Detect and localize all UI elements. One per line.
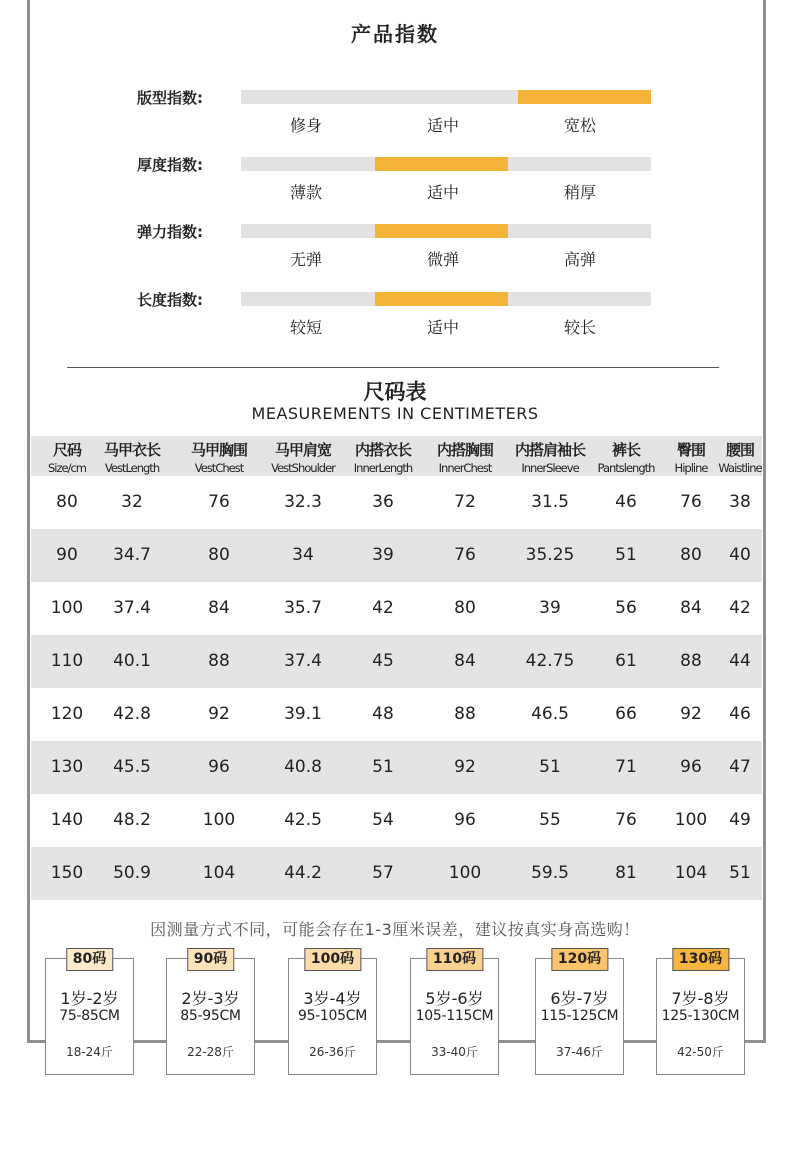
table-cell: 96 xyxy=(680,757,702,777)
table-cell: 61 xyxy=(615,651,637,671)
table-cell: 46.5 xyxy=(531,704,569,724)
header-label-en: Size/cm xyxy=(47,461,86,475)
header-label-cn: 裤长 xyxy=(611,441,640,459)
size-card xyxy=(166,951,255,1075)
header-label-en: InnerChest xyxy=(438,461,492,475)
index-option: 较短 xyxy=(289,318,322,337)
size-table-header xyxy=(31,436,762,476)
index-bar-segment xyxy=(241,292,374,306)
index-label: 厚度指数: xyxy=(137,156,203,174)
table-cell: 42 xyxy=(729,598,751,618)
table-cell: 39 xyxy=(539,598,561,618)
index-row xyxy=(0,292,790,342)
table-cell: 100 xyxy=(448,863,482,883)
size-card-age: 7岁-8岁 xyxy=(671,989,730,1008)
table-cell: 42.8 xyxy=(113,704,151,724)
table-cell: 92 xyxy=(208,704,230,724)
size-card-age: 1岁-2岁 xyxy=(60,989,119,1008)
table-cell: 31.5 xyxy=(531,492,569,512)
table-cell: 100 xyxy=(50,598,84,618)
table-header-cell xyxy=(338,439,428,475)
size-card xyxy=(288,951,377,1075)
header-label-en: Pantslength xyxy=(597,461,655,475)
size-card-tag: 90码 xyxy=(187,948,234,971)
header-label-en: Hipline xyxy=(674,461,708,475)
header-label-en: VestShoulder xyxy=(271,461,335,475)
index-bar-segment xyxy=(518,157,651,171)
index-option: 微弹 xyxy=(426,250,459,269)
index-bar-segment xyxy=(241,90,374,104)
index-bar xyxy=(241,157,651,171)
table-cell: 44.2 xyxy=(284,863,322,883)
table-cell: 49 xyxy=(729,810,751,830)
table-cell: 56 xyxy=(615,598,637,618)
table-cell: 44 xyxy=(729,651,751,671)
table-cell: 59.5 xyxy=(531,863,569,883)
table-cell: 71 xyxy=(615,757,637,777)
index-label: 弹力指数: xyxy=(137,223,203,241)
table-cell: 104 xyxy=(674,863,708,883)
table-row xyxy=(31,476,762,529)
size-table xyxy=(31,436,762,900)
header-label-cn: 臀围 xyxy=(676,441,705,459)
table-cell: 81 xyxy=(615,863,637,883)
table-cell: 34.7 xyxy=(113,545,151,565)
index-bar xyxy=(241,90,651,104)
size-card xyxy=(535,951,624,1075)
table-cell: 110 xyxy=(50,651,84,671)
table-cell: 35.25 xyxy=(525,545,575,565)
index-option: 适中 xyxy=(426,183,459,202)
index-option: 宽松 xyxy=(563,116,596,135)
index-bar-segment xyxy=(375,157,508,171)
index-option: 无弹 xyxy=(289,250,322,269)
table-cell: 48 xyxy=(372,704,394,724)
size-card-weight: 18-24斤 xyxy=(66,1045,113,1059)
table-cell: 42.5 xyxy=(284,810,322,830)
index-bar-segment xyxy=(241,224,374,238)
header-label-en: VestChest xyxy=(194,461,244,475)
table-cell: 55 xyxy=(539,810,561,830)
index-bar-segment xyxy=(518,90,651,104)
table-cell: 51 xyxy=(539,757,561,777)
index-row xyxy=(0,224,790,274)
size-table-body xyxy=(31,476,762,900)
table-header-cell xyxy=(87,439,177,475)
table-cell: 150 xyxy=(50,863,84,883)
table-cell: 47 xyxy=(729,757,751,777)
header-label-cn: 马甲胸围 xyxy=(190,441,247,459)
table-cell: 104 xyxy=(202,863,236,883)
table-cell: 100 xyxy=(674,810,708,830)
table-cell: 84 xyxy=(454,651,476,671)
table-header-cell xyxy=(695,439,785,475)
size-card-age: 6岁-7岁 xyxy=(550,989,609,1008)
table-row xyxy=(31,794,762,847)
table-cell: 40.1 xyxy=(113,651,151,671)
table-cell: 40.8 xyxy=(284,757,322,777)
table-header-cell xyxy=(174,439,264,475)
table-cell: 57 xyxy=(372,863,394,883)
header-label-cn: 内搭胸围 xyxy=(436,441,493,459)
index-row xyxy=(0,157,790,207)
header-label-cn: 腰围 xyxy=(725,441,754,459)
table-cell: 76 xyxy=(208,492,230,512)
size-card-weight: 33-40斤 xyxy=(431,1045,478,1059)
table-cell: 130 xyxy=(50,757,84,777)
index-option: 稍厚 xyxy=(563,183,596,202)
table-cell: 66 xyxy=(615,704,637,724)
header-label-cn: 马甲衣长 xyxy=(103,441,160,459)
size-card-height: 95-105CM xyxy=(297,1008,368,1024)
index-bar xyxy=(241,292,651,306)
index-row xyxy=(0,90,790,140)
size-card xyxy=(410,951,499,1075)
table-cell: 84 xyxy=(680,598,702,618)
index-bar-segment xyxy=(518,224,651,238)
table-cell: 72 xyxy=(454,492,476,512)
section-divider xyxy=(67,367,719,368)
table-cell: 50.9 xyxy=(113,863,151,883)
size-card-height: 115-125CM xyxy=(540,1008,619,1024)
index-bar-segment xyxy=(375,90,508,104)
table-cell: 51 xyxy=(615,545,637,565)
table-cell: 42.75 xyxy=(525,651,575,671)
size-card-age: 5岁-6岁 xyxy=(425,989,484,1008)
size-card xyxy=(656,951,745,1075)
index-option: 修身 xyxy=(289,116,322,135)
table-cell: 38 xyxy=(729,492,751,512)
table-cell: 88 xyxy=(680,651,702,671)
table-cell: 45 xyxy=(372,651,394,671)
size-card xyxy=(45,951,134,1075)
header-label-en: InnerSleeve xyxy=(521,461,579,475)
table-cell: 40 xyxy=(729,545,751,565)
size-card-tag: 100码 xyxy=(304,948,361,971)
size-card-age: 3岁-4岁 xyxy=(303,989,362,1008)
index-label: 版型指数: xyxy=(137,89,203,107)
table-cell: 42 xyxy=(372,598,394,618)
table-cell: 48.2 xyxy=(113,810,151,830)
table-cell: 120 xyxy=(50,704,84,724)
table-cell: 39 xyxy=(372,545,394,565)
table-cell: 96 xyxy=(454,810,476,830)
table-cell: 51 xyxy=(372,757,394,777)
table-cell: 37.4 xyxy=(113,598,151,618)
table-header-cell xyxy=(258,439,348,475)
index-bar-segment xyxy=(375,224,508,238)
size-card-height: 125-130CM xyxy=(661,1008,740,1024)
table-cell: 80 xyxy=(56,492,78,512)
table-cell: 80 xyxy=(680,545,702,565)
table-cell: 35.7 xyxy=(284,598,322,618)
table-row xyxy=(31,529,762,582)
index-option: 高弹 xyxy=(563,250,596,269)
table-cell: 54 xyxy=(372,810,394,830)
table-row xyxy=(31,688,762,741)
table-cell: 88 xyxy=(454,704,476,724)
index-option: 较长 xyxy=(563,318,596,337)
table-cell: 80 xyxy=(454,598,476,618)
size-card-height: 85-95CM xyxy=(180,1008,241,1024)
size-card-weight: 22-28斤 xyxy=(187,1045,234,1059)
table-row xyxy=(31,635,762,688)
index-bar-segment xyxy=(241,157,374,171)
table-row xyxy=(31,847,762,900)
size-card-height: 105-115CM xyxy=(415,1008,494,1024)
table-cell: 51 xyxy=(729,863,751,883)
size-card-age: 2岁-3岁 xyxy=(181,989,240,1008)
table-row xyxy=(31,582,762,635)
index-bar xyxy=(241,224,651,238)
table-cell: 76 xyxy=(680,492,702,512)
header-label-cn: 内搭肩袖长 xyxy=(514,441,585,459)
table-cell: 92 xyxy=(680,704,702,724)
table-cell: 34 xyxy=(292,545,314,565)
table-cell: 100 xyxy=(202,810,236,830)
size-card-weight: 42-50斤 xyxy=(677,1045,724,1059)
size-table-subtitle: MEASUREMENTS IN CENTIMETERS xyxy=(251,404,539,423)
header-label-en: InnerLength xyxy=(353,461,413,475)
index-label: 长度指数: xyxy=(137,291,203,309)
table-cell: 92 xyxy=(454,757,476,777)
header-label-cn: 马甲肩宽 xyxy=(274,441,331,459)
header-label-en: VestLength xyxy=(104,461,160,475)
index-bar-segment xyxy=(518,292,651,306)
table-cell: 84 xyxy=(208,598,230,618)
table-cell: 46 xyxy=(729,704,751,724)
table-cell: 37.4 xyxy=(284,651,322,671)
measurement-note: 因测量方式不同，可能会存在1-3厘米误差，建议按真实身高选购！ xyxy=(150,920,640,939)
table-cell: 45.5 xyxy=(113,757,151,777)
table-cell: 88 xyxy=(208,651,230,671)
table-cell: 76 xyxy=(454,545,476,565)
index-option: 薄款 xyxy=(289,183,322,202)
table-header-cell xyxy=(420,439,510,475)
table-cell: 46 xyxy=(615,492,637,512)
table-row xyxy=(31,741,762,794)
table-cell: 140 xyxy=(50,810,84,830)
size-card-tag: 120码 xyxy=(551,948,608,971)
table-cell: 32 xyxy=(121,492,143,512)
index-option: 适中 xyxy=(426,116,459,135)
size-table-title: 尺码表 xyxy=(363,380,427,404)
table-cell: 96 xyxy=(208,757,230,777)
header-label-cn: 尺码 xyxy=(52,441,81,459)
size-card-weight: 26-36斤 xyxy=(309,1045,356,1059)
size-card-tag: 130码 xyxy=(672,948,729,971)
table-cell: 36 xyxy=(372,492,394,512)
index-bar-segment xyxy=(375,292,508,306)
header-label-en: Waistline xyxy=(718,461,762,475)
table-cell: 76 xyxy=(615,810,637,830)
header-label-cn: 内搭衣长 xyxy=(354,441,411,459)
size-card-tag: 110码 xyxy=(426,948,483,971)
size-card-height: 75-85CM xyxy=(59,1008,120,1024)
index-option: 适中 xyxy=(426,318,459,337)
table-cell: 32.3 xyxy=(284,492,322,512)
size-card-weight: 37-46斤 xyxy=(556,1045,603,1059)
table-cell: 80 xyxy=(208,545,230,565)
table-cell: 39.1 xyxy=(284,704,322,724)
table-cell: 90 xyxy=(56,545,78,565)
size-card-tag: 80码 xyxy=(66,948,113,971)
product-index-title: 产品指数 xyxy=(351,22,439,46)
